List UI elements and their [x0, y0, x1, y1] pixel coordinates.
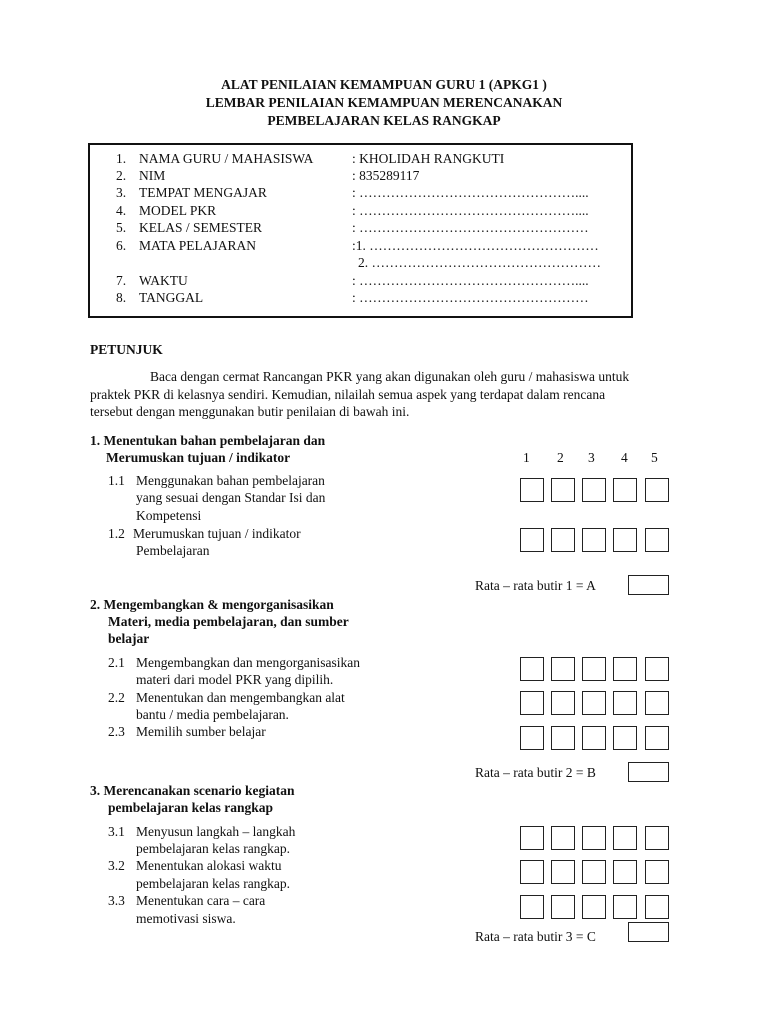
score-box-1-1-2[interactable] [551, 478, 575, 502]
identity-value: : ………………………………………….... [352, 185, 589, 200]
section-1-title-line-2: Merumuskan tujuan / indikator [106, 450, 291, 465]
score-box-3-3-3[interactable] [582, 895, 606, 919]
section-2-title-line-3: belajar [108, 631, 150, 646]
petunjuk-heading: PETUNJUK [90, 342, 163, 357]
scale-label-4: 4 [621, 450, 628, 465]
identity-label: TANGGAL [139, 290, 204, 305]
item-number: 2.3 [108, 724, 125, 739]
item-text-line: Memilih sumber belajar [136, 724, 266, 739]
item-number: 2.2 [108, 690, 125, 705]
score-box-3-2-5[interactable] [645, 860, 669, 884]
item-number: 3.2 [108, 858, 125, 873]
score-box-2-2-4[interactable] [613, 691, 637, 715]
identity-value: : …………………………………………… [352, 290, 589, 305]
score-box-3-1-1[interactable] [520, 826, 544, 850]
score-box-2-1-5[interactable] [645, 657, 669, 681]
item-text-line: Menyusun langkah – langkah [136, 824, 296, 839]
section-3-title-line-1: 3. Merencanakan scenario kegiatan [90, 783, 295, 798]
identity-label: NIM [139, 168, 166, 183]
score-box-1-2-1[interactable] [520, 528, 544, 552]
score-box-3-2-3[interactable] [582, 860, 606, 884]
section-2-title-line-2: Materi, media pembelajaran, dan sumber [108, 614, 349, 629]
score-box-2-2-1[interactable] [520, 691, 544, 715]
score-box-1-2-3[interactable] [582, 528, 606, 552]
score-box-3-1-4[interactable] [613, 826, 637, 850]
item-text-line: Menentukan cara – cara [136, 893, 266, 908]
scale-label-2: 2 [557, 450, 564, 465]
score-box-3-3-1[interactable] [520, 895, 544, 919]
identity-box [88, 143, 633, 318]
item-text-line: Mengembangkan dan mengorganisasikan [136, 655, 360, 670]
score-box-3-1-3[interactable] [582, 826, 606, 850]
score-box-2-3-3[interactable] [582, 726, 606, 750]
score-box-3-3-2[interactable] [551, 895, 575, 919]
identity-value-secondary: 2. …………………………………………… [358, 255, 601, 270]
item-number: 1.2 [108, 526, 125, 541]
score-box-2-1-2[interactable] [551, 657, 575, 681]
item-number: 3.3 [108, 893, 125, 908]
identity-value: :1. …………………………………………… [352, 238, 599, 253]
identity-number: 6. [116, 238, 127, 253]
item-number: 2.1 [108, 655, 125, 670]
identity-number: 5. [116, 220, 127, 235]
score-box-1-2-5[interactable] [645, 528, 669, 552]
form-title-line-3: PEMBELAJARAN KELAS RANGKAP [267, 113, 501, 128]
score-box-1-1-3[interactable] [582, 478, 606, 502]
score-box-1-1-1[interactable] [520, 478, 544, 502]
item-text-line: Menggunakan bahan pembelajaran [136, 473, 325, 488]
item-text-line: Pembelajaran [136, 543, 210, 558]
section-1-title-line-1: 1. Menentukan bahan pembelajaran dan [90, 433, 326, 448]
score-box-2-2-2[interactable] [551, 691, 575, 715]
identity-label: NAMA GURU / MAHASISWA [139, 151, 314, 166]
score-box-2-3-5[interactable] [645, 726, 669, 750]
score-box-3-1-2[interactable] [551, 826, 575, 850]
identity-value: : …………………………………………… [352, 220, 589, 235]
average-label-a: Rata – rata butir 1 = A [475, 578, 596, 593]
score-box-2-1-1[interactable] [520, 657, 544, 681]
score-box-2-3-2[interactable] [551, 726, 575, 750]
scale-label-3: 3 [588, 450, 595, 465]
item-text-line: Merumuskan tujuan / indikator [133, 526, 301, 541]
identity-label: MATA PELAJARAN [139, 238, 257, 253]
score-box-3-2-4[interactable] [613, 860, 637, 884]
item-text-line: materi dari model PKR yang dipilih. [136, 672, 334, 687]
average-box-c[interactable] [628, 922, 669, 942]
section-3-title-line-2: pembelajaran kelas rangkap [108, 800, 274, 815]
identity-number: 1. [116, 151, 127, 166]
score-box-2-2-3[interactable] [582, 691, 606, 715]
score-box-1-1-5[interactable] [645, 478, 669, 502]
identity-value: : ………………………………………….... [352, 273, 589, 288]
identity-label: TEMPAT MENGAJAR [139, 185, 267, 200]
score-box-1-2-4[interactable] [613, 528, 637, 552]
petunjuk-line-1: Baca dengan cermat Rancangan PKR yang akan digunakan oleh guru / mahasiswa untuk [150, 369, 630, 384]
section-2-title-line-1: 2. Mengembangkan & mengorganisasikan [90, 597, 334, 612]
item-text-line: Menentukan alokasi waktu [136, 858, 282, 873]
identity-number: 7. [116, 273, 127, 288]
item-text-line: pembelajaran kelas rangkap. [136, 876, 291, 891]
score-box-3-1-5[interactable] [645, 826, 669, 850]
identity-number: 3. [116, 185, 127, 200]
score-box-3-2-2[interactable] [551, 860, 575, 884]
average-box-a[interactable] [628, 575, 669, 595]
score-box-1-1-4[interactable] [613, 478, 637, 502]
identity-number: 2. [116, 168, 127, 183]
scale-label-1: 1 [523, 450, 530, 465]
scale-label-5: 5 [651, 450, 658, 465]
item-number: 1.1 [108, 473, 125, 488]
average-box-b[interactable] [628, 762, 669, 782]
item-text-line: pembelajaran kelas rangkap. [136, 841, 291, 856]
average-label-b: Rata – rata butir 2 = B [475, 765, 596, 780]
identity-value: : ………………………………………….... [352, 203, 589, 218]
score-box-3-2-1[interactable] [520, 860, 544, 884]
score-box-1-2-2[interactable] [551, 528, 575, 552]
score-box-2-3-1[interactable] [520, 726, 544, 750]
score-box-2-2-5[interactable] [645, 691, 669, 715]
identity-number: 4. [116, 203, 127, 218]
item-text-line: bantu / media pembelajaran. [136, 707, 289, 722]
item-text-line: memotivasi siswa. [136, 911, 236, 926]
score-box-2-1-3[interactable] [582, 657, 606, 681]
score-box-2-3-4[interactable] [613, 726, 637, 750]
average-label-c: Rata – rata butir 3 = C [475, 929, 596, 944]
form-title-line-2: LEMBAR PENILAIAN KEMAMPUAN MERENCANAKAN [205, 95, 563, 110]
form-title-line-1: ALAT PENILAIAN KEMAMPUAN GURU 1 (APKG1 ) [221, 77, 547, 92]
identity-value: : KHOLIDAH RANGKUTI [352, 151, 505, 166]
identity-label: MODEL PKR [139, 203, 217, 218]
identity-number: 8. [116, 290, 127, 305]
score-box-3-3-5[interactable] [645, 895, 669, 919]
item-text-line: Kompetensi [136, 508, 202, 523]
item-number: 3.1 [108, 824, 125, 839]
identity-label: KELAS / SEMESTER [139, 220, 263, 235]
score-box-3-3-4[interactable] [613, 895, 637, 919]
item-text-line: yang sesuai dengan Standar Isi dan [136, 490, 326, 505]
item-text-line: Menentukan dan mengembangkan alat [136, 690, 345, 705]
score-box-2-1-4[interactable] [613, 657, 637, 681]
petunjuk-line-2: praktek PKR di kelasnya sendiri. Kemudian, nilailah semua aspek yang terdapat dalam rencana [90, 387, 606, 402]
identity-value: : 835289117 [352, 168, 420, 183]
petunjuk-line-3: tersebut dengan menggunakan butir penilaian di bawah ini. [90, 404, 410, 419]
identity-label: WAKTU [139, 273, 188, 288]
